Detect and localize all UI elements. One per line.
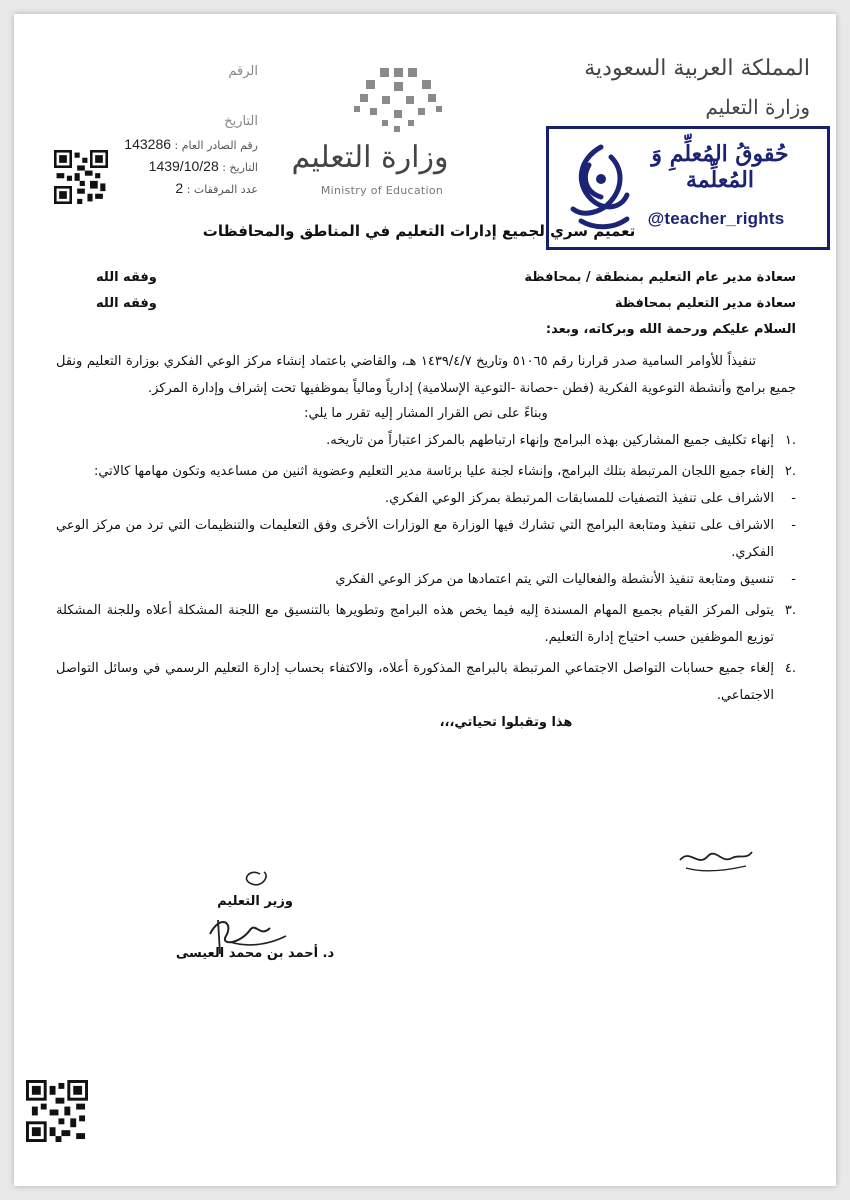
addressee-wish: وفقه الله [96, 270, 157, 285]
sub-item-text: تنسيق ومتابعة تنفيذ الأنشطة والفعاليات التي يتم اعتمادها من مركز الوعي الفكري [335, 572, 774, 587]
date2-label: التاريخ : [222, 161, 258, 174]
list-item [56, 458, 796, 485]
document-page [14, 14, 836, 1186]
item-text: إلغاء جميع اللجان المرتبطة بتلك البرامج، وإنشاء لجنة عليا برئاسة مدير التعليم وعضوية اثنين من مساعديه وتكون مهامها كالاتي: [93, 464, 774, 479]
sub-item [56, 566, 796, 593]
addressee-text: سعادة مدير عام التعليم بمنطقة / بمحافظة [524, 270, 796, 285]
item-text: يتولى المركز القيام بجميع المهام المسندة إليه فيما يخص هذه البرامج وتطويرها بالتنسيق مع اللجنة المشكلة أعلاه وللجنة المشكلة توزيع الموظفين حسب احتياج إدارة التعليم. [56, 603, 774, 645]
qr-code-icon [54, 150, 108, 204]
sub-item-dash: - [791, 518, 796, 533]
item-text: إنهاء تكليف جميع المشاركين بهذه البرامج وإنهاء ارتباطهم بالمركز اعتباراً من تاريخه. [326, 433, 774, 448]
document-title: تعميم سري لجميع إدارات التعليم في المناطق والمحافظات [202, 222, 636, 240]
greeting: السلام عليكم ورحمة الله وبركاته، وبعد: [545, 322, 796, 337]
closing-line: هذا وتقبلوا تحياتي،،، [439, 715, 573, 730]
signature-block [175, 864, 360, 984]
sub-item [56, 485, 796, 512]
attachments-count: 2 [175, 180, 184, 196]
badge-handle: @teacher_rights [647, 209, 785, 228]
general-number-label: رقم الصادر العام : [174, 139, 258, 152]
logo-english-text: Ministry of Education [320, 184, 444, 197]
ministry-logo-icon [290, 62, 490, 142]
document-body [56, 270, 796, 730]
decision-line: وبناءً على نص القرار المشار إليه تقرر ما يلي: [304, 406, 548, 421]
ministry-logo [290, 62, 490, 202]
signer-name: د. أحمد بن محمد العيسى [175, 946, 335, 961]
general-number: 143286 [124, 136, 172, 152]
item-number: .٣ [784, 603, 796, 618]
letterhead-right [580, 56, 810, 119]
date-label: التاريخ [224, 114, 258, 129]
sub-item-dash: - [791, 572, 796, 587]
date-value: 1439/10/28 [148, 158, 219, 174]
ministry-name: وزارة التعليم [705, 95, 810, 119]
signature-icon [190, 864, 360, 984]
item-number: .١ [784, 433, 796, 448]
addressee-line [56, 296, 796, 322]
logo-arabic-text: وزارة التعليم [291, 140, 449, 175]
initials-mark-icon [676, 838, 756, 878]
list-item [56, 597, 796, 651]
signer-role: وزير التعليم [217, 894, 293, 909]
addressee-line [56, 270, 796, 296]
addressee-text: سعادة مدير التعليم بمحافظة [614, 296, 796, 311]
item-text: إلغاء جميع حسابات التواصل الاجتماعي المرتبطة بالبرامج المذكورة أعلاه، والاكتفاء بحساب إدارة التعليم الرسمي في وسائل التواصل الاجتماعي. [56, 661, 774, 703]
sub-item [56, 512, 796, 566]
sub-item-text: الاشراف على تنفيذ ومتابعة البرامج التي تشارك فيها الوزارة مع الوزارات الأخرى وفق التعليمات والتنظيمات التي ترد من مركز الوعي الفكري. [56, 518, 774, 560]
list-item [56, 655, 796, 709]
intro-paragraph: تنفيذاً للأوامر السامية صدر قرارنا رقم ٥١٠٦٥ وتاريخ ١٤٣٩/٤/٧ هـ، والقاضي باعتماد إنشاء مركز الوعي الفكري بوزارة التعليم ونقل جميع برامج وأنشطة التوعوية الفكرية (فطن -حصانة -التوعية الإسلامية) إدارياً ومالياً بموظفيها تحت إشراف وإدارة المركز. [56, 354, 796, 396]
attachments-label: عدد المرفقات : [186, 183, 258, 196]
sub-item-text: الاشراف على تنفيذ التصفيات للمسابقات المرتبطة بمركز الوعي الفكري. [385, 491, 774, 506]
qr-code-icon [26, 1080, 88, 1142]
list-item [56, 427, 796, 454]
sub-item-dash: - [791, 491, 796, 506]
badge-title: حُقوقُ المُعلِّمِ وَ المُعلِّمة [651, 141, 789, 193]
addressee-wish: وفقه الله [96, 296, 157, 311]
item-number: .٢ [784, 464, 796, 479]
kingdom-name: المملكة العربية السعودية [584, 56, 810, 81]
number-label: الرقم [228, 64, 258, 79]
item-number: .٤ [784, 661, 796, 676]
